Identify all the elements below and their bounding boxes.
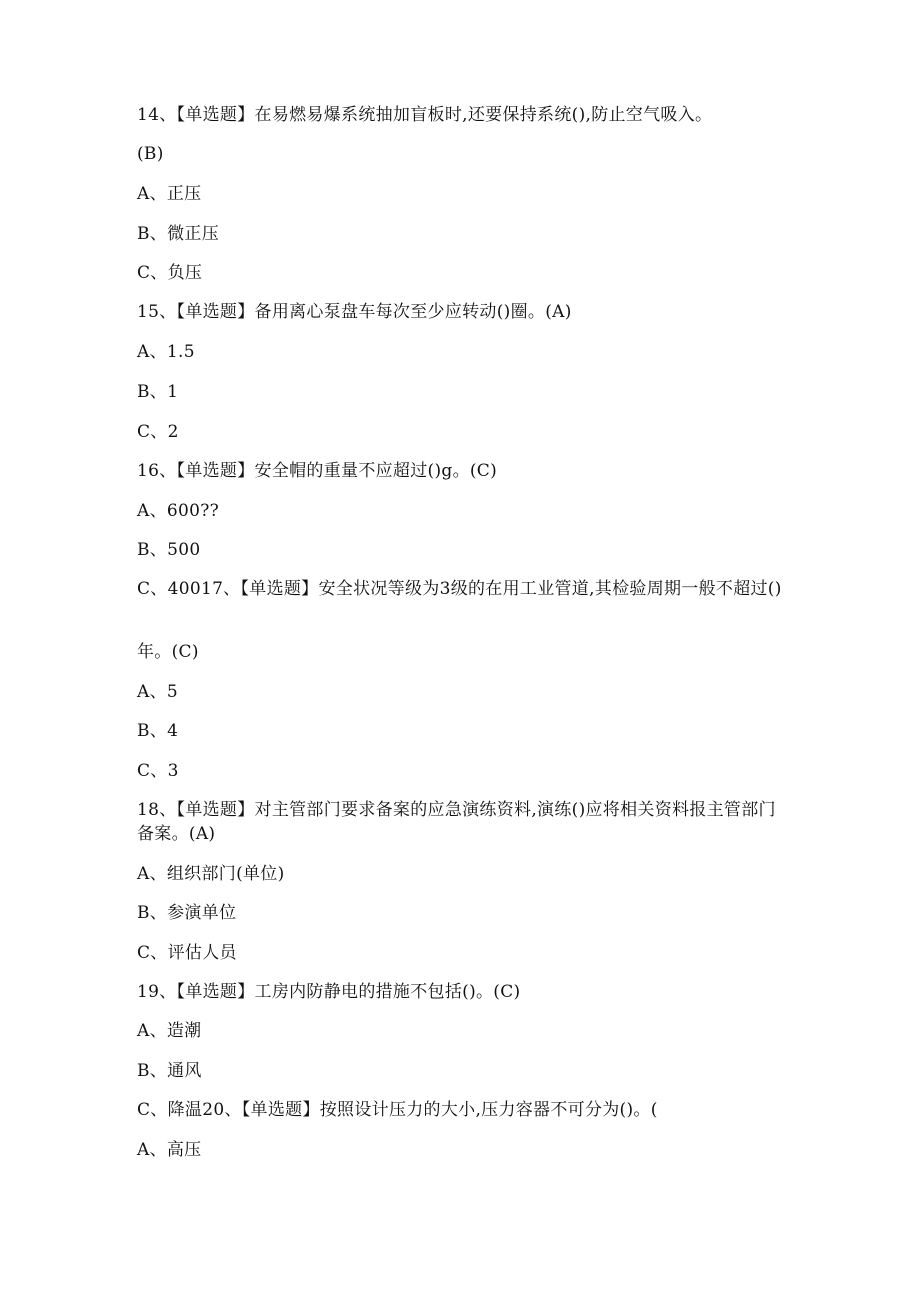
option-c: C、3 [137, 761, 179, 781]
question-20-text: C、降温20、【单选题】按照设计压力的大小,压力容器不可分为()。( [137, 1100, 658, 1120]
question-14-text: 14、【单选题】在易燃易爆系统抽加盲板时,还要保持系统(),防止空气吸入。 [137, 105, 713, 125]
option-a: A、正压 [137, 184, 202, 204]
option-c: C、负压 [137, 263, 203, 283]
option-b: B、参演单位 [137, 903, 237, 923]
option-c: C、2 [137, 422, 179, 442]
option-c: C、评估人员 [137, 943, 237, 963]
question-15-text: 15、【单选题】备用离心泵盘车每次至少应转动()圈。(A) [137, 302, 572, 322]
option-b: B、微正压 [137, 224, 219, 244]
option-a: A、组织部门(单位) [137, 864, 285, 884]
option-b: B、通风 [137, 1061, 202, 1081]
question-19-text: 19、【单选题】工房内防静电的措施不包括()。(C) [137, 982, 521, 1002]
question-17-answer: 年。(C) [137, 642, 199, 662]
option-a: A、高压 [137, 1140, 202, 1160]
question-17-text: C、40017、【单选题】安全状况等级为3级的在用工业管道,其检验周期一般不超过() [137, 579, 782, 599]
option-a: A、造潮 [137, 1021, 202, 1041]
option-a: A、600?? [137, 501, 220, 521]
question-16-text: 16、【单选题】安全帽的重量不应超过()g。(C) [137, 461, 498, 481]
option-a: A、1.5 [137, 342, 195, 362]
question-14-answer: (B) [137, 144, 164, 164]
option-b: B、1 [137, 382, 179, 402]
option-a: A、5 [137, 682, 178, 702]
option-b: B、500 [137, 540, 201, 560]
option-b: B、4 [137, 721, 179, 741]
question-18-text: 18、【单选题】对主管部门要求备案的应急演练资料,演练()应将相关资料报主管部门备案。(A) [137, 800, 776, 844]
